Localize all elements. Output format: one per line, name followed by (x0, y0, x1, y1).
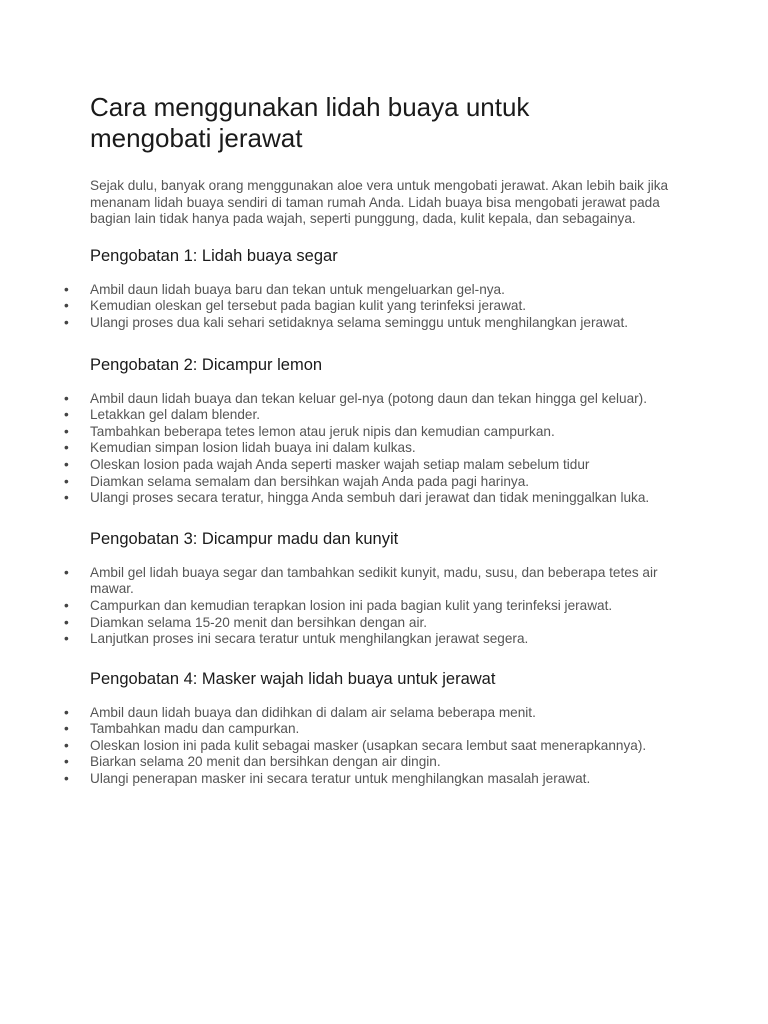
section-treatment-4 (90, 669, 688, 788)
section-heading: Pengobatan 4: Masker wajah lidah buaya untuk jerawat (90, 669, 496, 688)
section-heading: Pengobatan 1: Lidah buaya segar (90, 246, 338, 265)
list-item: • Diamkan selama 15-20 menit dan bersihkan dengan air. (90, 615, 675, 632)
list-item: • Ambil daun lidah buaya dan tekan keluar gel-nya (potong daun dan tekan hingga gel keluar). (90, 391, 675, 408)
section-treatment-2 (90, 355, 688, 507)
list-item: • Diamkan selama semalam dan bersihkan wajah Anda pada pagi harinya. (90, 474, 675, 491)
list-item: • Oleskan losion ini pada kulit sebagai masker (usapkan secara lembut saat menerapkannya). (90, 738, 675, 755)
list-item: • Ambil daun lidah buaya baru dan tekan untuk mengeluarkan gel-nya. (90, 282, 675, 299)
document-title: Cara menggunakan lidah buaya untuk mengobati jerawat (90, 92, 530, 153)
list-item: • Letakkan gel dalam blender. (90, 407, 675, 424)
step-list (90, 391, 688, 507)
section-heading: Pengobatan 3: Dicampur madu dan kunyit (90, 529, 399, 548)
list-item: • Ulangi proses dua kali sehari setidaknya selama seminggu untuk menghilangkan jerawat. (90, 315, 675, 332)
step-list (90, 705, 688, 788)
list-item: • Kemudian simpan losion lidah buaya ini dalam kulkas. (90, 440, 675, 457)
list-item: • Campurkan dan kemudian terapkan losion ini pada bagian kulit yang terinfeksi jerawat. (90, 598, 675, 615)
list-item: • Oleskan losion pada wajah Anda seperti masker wajah setiap malam sebelum tidur (90, 457, 675, 474)
list-item: • Ambil gel lidah buaya segar dan tambahkan sedikit kunyit, madu, susu, dan beberapa tetes air mawar. (90, 565, 675, 598)
section-treatment-3 (90, 529, 688, 648)
section-treatment-1 (90, 246, 688, 332)
list-item: • Kemudian oleskan gel tersebut pada bagian kulit yang terinfeksi jerawat. (90, 298, 675, 315)
list-item: • Ulangi penerapan masker ini secara teratur untuk menghilangkan masalah jerawat. (90, 771, 675, 788)
list-item: • Lanjutkan proses ini secara teratur untuk menghilangkan jerawat segera. (90, 631, 675, 648)
step-list (90, 565, 688, 648)
intro-paragraph: Sejak dulu, banyak orang menggunakan aloe vera untuk mengobati jerawat. Akan lebih baik jika menanam lidah buaya sendiri di taman rumah Anda. Lidah buaya bisa mengobati jerawat pada bagian lain tidak hanya pada wajah, seperti punggung, dada, kulit kepala, dan sebagainya. (90, 178, 669, 227)
list-item: • Biarkan selama 20 menit dan bersihkan dengan air dingin. (90, 754, 675, 771)
list-item: • Ulangi proses secara teratur, hingga Anda sembuh dari jerawat dan tidak meninggalkan luka. (90, 490, 675, 507)
section-heading: Pengobatan 2: Dicampur lemon (90, 355, 323, 374)
list-item: • Tambahkan beberapa tetes lemon atau jeruk nipis dan kemudian campurkan. (90, 424, 675, 441)
list-item: • Ambil daun lidah buaya dan didihkan di dalam air selama beberapa menit. (90, 705, 675, 722)
step-list (90, 282, 688, 332)
list-item: • Tambahkan madu dan campurkan. (90, 721, 675, 738)
